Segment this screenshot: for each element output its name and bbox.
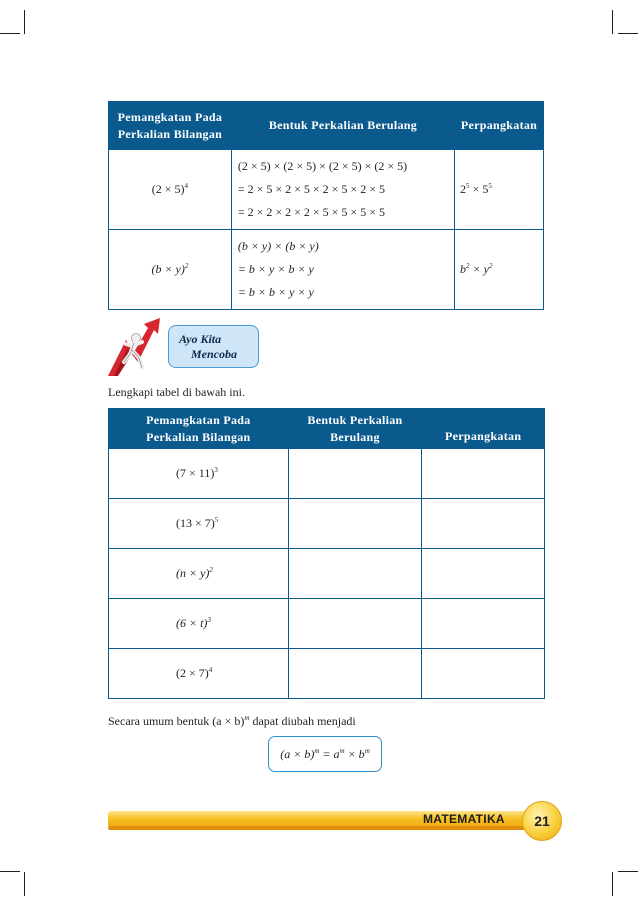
answer-cell-power[interactable] — [422, 449, 545, 499]
table-cell-expression: $(b \times y)^2$ — [109, 230, 232, 310]
header-perpangkatan: Perpangkatan — [422, 409, 545, 449]
header-perpangkatan: Perpangkatan — [455, 102, 544, 150]
ayo-kita-mencoba-label: Ayo Kita Mencoba — [168, 325, 259, 368]
general-statement: Secara umum bentuk $(a \times b)^m$ dapat diubah menjadi — [108, 714, 356, 728]
answer-cell-power[interactable] — [422, 549, 545, 599]
header-bentuk-perkalian: Bentuk Perkalian Berulang — [288, 409, 422, 449]
repeated-form-line: (2 × 5) × (2 × 5) × (2 × 5) × (2 × 5) — [237, 159, 408, 173]
table-row — [109, 549, 545, 599]
crop-mark — [0, 871, 20, 872]
table-row — [109, 499, 545, 549]
repeated-form-line: (b × y) × (b × y) — [237, 239, 319, 253]
table-cell-expression: $(6 \times t)^3$ — [109, 599, 289, 649]
answer-cell-repeated-form[interactable] — [288, 649, 422, 699]
answer-cell-power[interactable] — [422, 649, 545, 699]
page-number: 21 — [522, 801, 562, 841]
table-row — [109, 449, 545, 499]
table-cell-expression: $(13 \times 7)^5$ — [109, 499, 289, 549]
table-cell-expression: $(2 \times 5)^4$ — [109, 150, 232, 230]
header-pemangkatan: Pemangkatan Pada Perkalian Bilangan — [109, 102, 232, 150]
answer-cell-repeated-form[interactable] — [288, 449, 422, 499]
repeated-form-line: = b × b × y × y — [237, 285, 314, 299]
crop-mark — [24, 872, 25, 896]
answer-cell-repeated-form[interactable] — [288, 599, 422, 649]
footer-bar-shadow — [108, 826, 540, 830]
example-table — [108, 101, 544, 310]
answer-cell-repeated-form[interactable] — [288, 549, 422, 599]
formula-box: $(a \times b)^m = a^m \times b^m$ — [268, 736, 382, 772]
repeated-form-line: = 2 × 2 × 2 × 2 × 5 × 5 × 5 × 5 — [237, 205, 385, 219]
instruction-text: Lengkapi tabel di bawah ini. — [108, 385, 245, 399]
exercise-table — [108, 408, 545, 699]
crop-mark — [618, 33, 638, 34]
crop-mark — [24, 10, 25, 34]
answer-cell-power[interactable] — [422, 499, 545, 549]
crop-mark — [612, 10, 613, 34]
table-row — [109, 599, 545, 649]
header-bentuk-perkalian: Bentuk Perkalian Berulang — [231, 102, 454, 150]
answer-cell-repeated-form[interactable] — [288, 499, 422, 549]
table-cell-expression: $(7 \times 11)^3$ — [109, 449, 289, 499]
crop-mark — [0, 33, 20, 34]
footer-subject: MATEMATIKA — [423, 812, 505, 826]
crop-mark — [612, 872, 613, 896]
table-cell-repeated-form — [231, 150, 454, 230]
table-cell-power: $2^5 \times 5^5$ — [455, 150, 544, 230]
header-pemangkatan: Pemangkatan Pada Perkalian Bilangan — [109, 409, 289, 449]
repeated-form-line: = b × y × b × y — [237, 262, 314, 276]
table-cell-expression: $(2 \times 7)^4$ — [109, 649, 289, 699]
answer-cell-power[interactable] — [422, 599, 545, 649]
table-cell-power: $b^2 \times y^2$ — [455, 230, 544, 310]
table-cell-repeated-form — [231, 230, 454, 310]
table-cell-expression: $(n \times y)^2$ — [109, 549, 289, 599]
table-row — [109, 649, 545, 699]
repeated-form-line: = 2 × 5 × 2 × 5 × 2 × 5 × 2 × 5 — [237, 182, 385, 196]
running-figure-on-red-arrow-icon — [108, 318, 174, 376]
crop-mark — [618, 871, 638, 872]
